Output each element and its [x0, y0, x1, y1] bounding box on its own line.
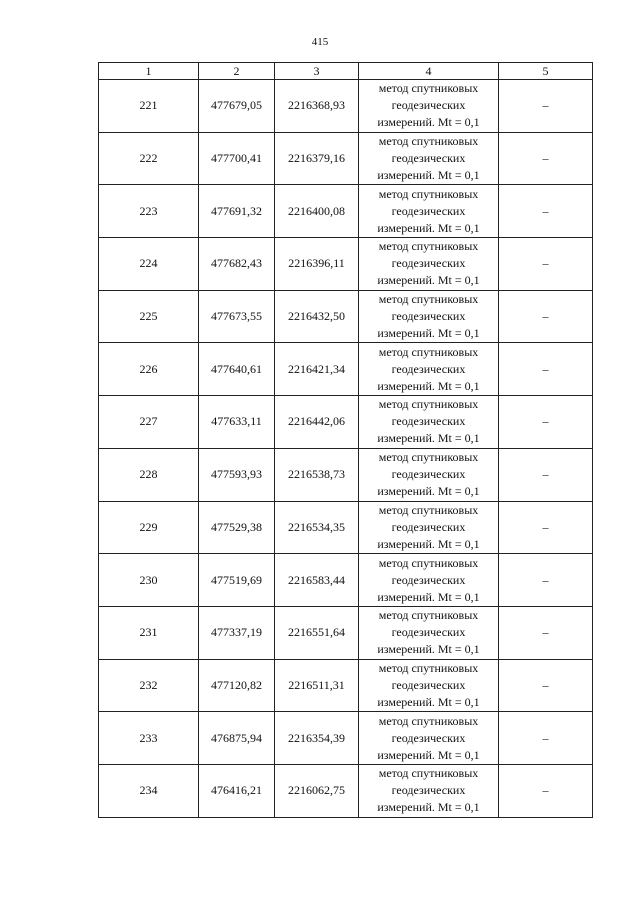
method-line: измерений. Mt = 0,1 [377, 642, 480, 657]
point-number-cell: 224 [99, 238, 199, 291]
note-cell: – [499, 712, 593, 765]
table-row [99, 80, 593, 133]
method-line: метод спутниковых [378, 397, 479, 412]
method-cell [359, 80, 499, 133]
method-line: метод спутниковых [378, 344, 479, 359]
method-cell [359, 659, 499, 712]
method-cell [359, 132, 499, 185]
method-cell [359, 501, 499, 554]
method-line: метод спутниковых [378, 292, 479, 307]
method-line: геодезических [391, 361, 466, 376]
point-number-cell: 233 [99, 712, 199, 765]
y-coordinate-cell: 2216379,16 [275, 132, 359, 185]
note-cell: – [499, 659, 593, 712]
table-row [99, 659, 593, 712]
point-number-cell: 226 [99, 343, 199, 396]
point-number-cell: 225 [99, 290, 199, 343]
point-number-cell: 232 [99, 659, 199, 712]
method-line: геодезических [391, 414, 466, 429]
method-line: геодезических [391, 572, 466, 587]
table-header-row [99, 63, 593, 80]
note-cell: – [499, 238, 593, 291]
y-coordinate-cell: 2216062,75 [275, 764, 359, 817]
point-number-cell: 229 [99, 501, 199, 554]
point-number-cell: 222 [99, 132, 199, 185]
x-coordinate-cell: 477529,38 [199, 501, 275, 554]
x-coordinate-cell: 477633,11 [199, 396, 275, 449]
method-line: измерений. Mt = 0,1 [377, 747, 480, 762]
note-cell: – [499, 501, 593, 554]
y-coordinate-cell: 2216442,06 [275, 396, 359, 449]
method-line: геодезических [391, 519, 466, 534]
table-row [99, 396, 593, 449]
point-number-cell: 231 [99, 606, 199, 659]
method-cell [359, 554, 499, 607]
table-row [99, 132, 593, 185]
point-number-cell: 228 [99, 448, 199, 501]
x-coordinate-cell: 477700,41 [199, 132, 275, 185]
method-line: геодезических [391, 783, 466, 798]
method-line: измерений. Mt = 0,1 [377, 536, 480, 551]
table-row [99, 290, 593, 343]
method-line: метод спутниковых [378, 134, 479, 149]
method-line: метод спутниковых [378, 766, 479, 781]
note-cell: – [499, 448, 593, 501]
y-coordinate-cell: 2216583,44 [275, 554, 359, 607]
method-line: геодезических [391, 98, 466, 113]
note-cell: – [499, 132, 593, 185]
table-row [99, 606, 593, 659]
method-line: геодезических [391, 730, 466, 745]
method-line: измерений. Mt = 0,1 [377, 220, 480, 235]
table-row [99, 764, 593, 817]
method-line: измерений. Mt = 0,1 [377, 694, 480, 709]
table-row [99, 448, 593, 501]
table-row [99, 712, 593, 765]
method-cell [359, 606, 499, 659]
method-line: измерений. Mt = 0,1 [377, 484, 480, 499]
x-coordinate-cell: 477593,93 [199, 448, 275, 501]
method-line: метод спутниковых [378, 502, 479, 517]
method-line: метод спутниковых [378, 713, 479, 728]
column-header: 3 [275, 63, 359, 80]
column-header: 5 [499, 63, 593, 80]
method-cell [359, 238, 499, 291]
y-coordinate-cell: 2216400,08 [275, 185, 359, 238]
method-line: метод спутниковых [378, 186, 479, 201]
y-coordinate-cell: 2216534,35 [275, 501, 359, 554]
method-line: геодезических [391, 151, 466, 166]
x-coordinate-cell: 477682,43 [199, 238, 275, 291]
point-number-cell: 234 [99, 764, 199, 817]
method-line: измерений. Mt = 0,1 [377, 589, 480, 604]
x-coordinate-cell: 477691,32 [199, 185, 275, 238]
x-coordinate-cell: 477337,19 [199, 606, 275, 659]
column-header: 1 [99, 63, 199, 80]
note-cell: – [499, 290, 593, 343]
x-coordinate-cell: 477673,55 [199, 290, 275, 343]
x-coordinate-cell: 477679,05 [199, 80, 275, 133]
x-coordinate-cell: 477519,69 [199, 554, 275, 607]
method-cell [359, 396, 499, 449]
x-coordinate-cell: 477640,61 [199, 343, 275, 396]
x-coordinate-cell: 477120,82 [199, 659, 275, 712]
note-cell: – [499, 396, 593, 449]
table-row [99, 554, 593, 607]
note-cell: – [499, 764, 593, 817]
method-line: геодезических [391, 677, 466, 692]
note-cell: – [499, 185, 593, 238]
method-line: измерений. Mt = 0,1 [377, 800, 480, 815]
table-row [99, 501, 593, 554]
y-coordinate-cell: 2216368,93 [275, 80, 359, 133]
y-coordinate-cell: 2216396,11 [275, 238, 359, 291]
method-cell [359, 343, 499, 396]
method-line: геодезических [391, 625, 466, 640]
method-line: измерений. Mt = 0,1 [377, 326, 480, 341]
point-number-cell: 221 [99, 80, 199, 133]
y-coordinate-cell: 2216538,73 [275, 448, 359, 501]
method-line: измерений. Mt = 0,1 [377, 378, 480, 393]
method-cell [359, 712, 499, 765]
note-cell: – [499, 554, 593, 607]
y-coordinate-cell: 2216421,34 [275, 343, 359, 396]
coordinates-table [98, 62, 593, 818]
method-line: измерений. Mt = 0,1 [377, 168, 480, 183]
method-line: метод спутниковых [378, 239, 479, 254]
method-line: метод спутниковых [378, 555, 479, 570]
method-line: метод спутниковых [378, 81, 479, 96]
note-cell: – [499, 606, 593, 659]
point-number-cell: 230 [99, 554, 199, 607]
method-line: метод спутниковых [378, 608, 479, 623]
point-number-cell: 223 [99, 185, 199, 238]
method-line: геодезических [391, 309, 466, 324]
method-line: геодезических [391, 203, 466, 218]
table-row [99, 238, 593, 291]
method-cell [359, 448, 499, 501]
method-line: измерений. Mt = 0,1 [377, 431, 480, 446]
x-coordinate-cell: 476875,94 [199, 712, 275, 765]
point-number-cell: 227 [99, 396, 199, 449]
method-cell [359, 764, 499, 817]
page-number: 415 [311, 36, 329, 48]
y-coordinate-cell: 2216511,31 [275, 659, 359, 712]
note-cell: – [499, 80, 593, 133]
method-line: геодезических [391, 256, 466, 271]
method-line: измерений. Mt = 0,1 [377, 273, 480, 288]
method-cell [359, 185, 499, 238]
method-line: метод спутниковых [378, 660, 479, 675]
table-row [99, 185, 593, 238]
y-coordinate-cell: 2216551,64 [275, 606, 359, 659]
method-cell [359, 290, 499, 343]
method-line: геодезических [391, 467, 466, 482]
table-row [99, 343, 593, 396]
column-header: 4 [359, 63, 499, 80]
y-coordinate-cell: 2216354,39 [275, 712, 359, 765]
method-line: измерений. Mt = 0,1 [377, 115, 480, 130]
note-cell: – [499, 343, 593, 396]
method-line: метод спутниковых [378, 450, 479, 465]
x-coordinate-cell: 476416,21 [199, 764, 275, 817]
y-coordinate-cell: 2216432,50 [275, 290, 359, 343]
column-header: 2 [199, 63, 275, 80]
